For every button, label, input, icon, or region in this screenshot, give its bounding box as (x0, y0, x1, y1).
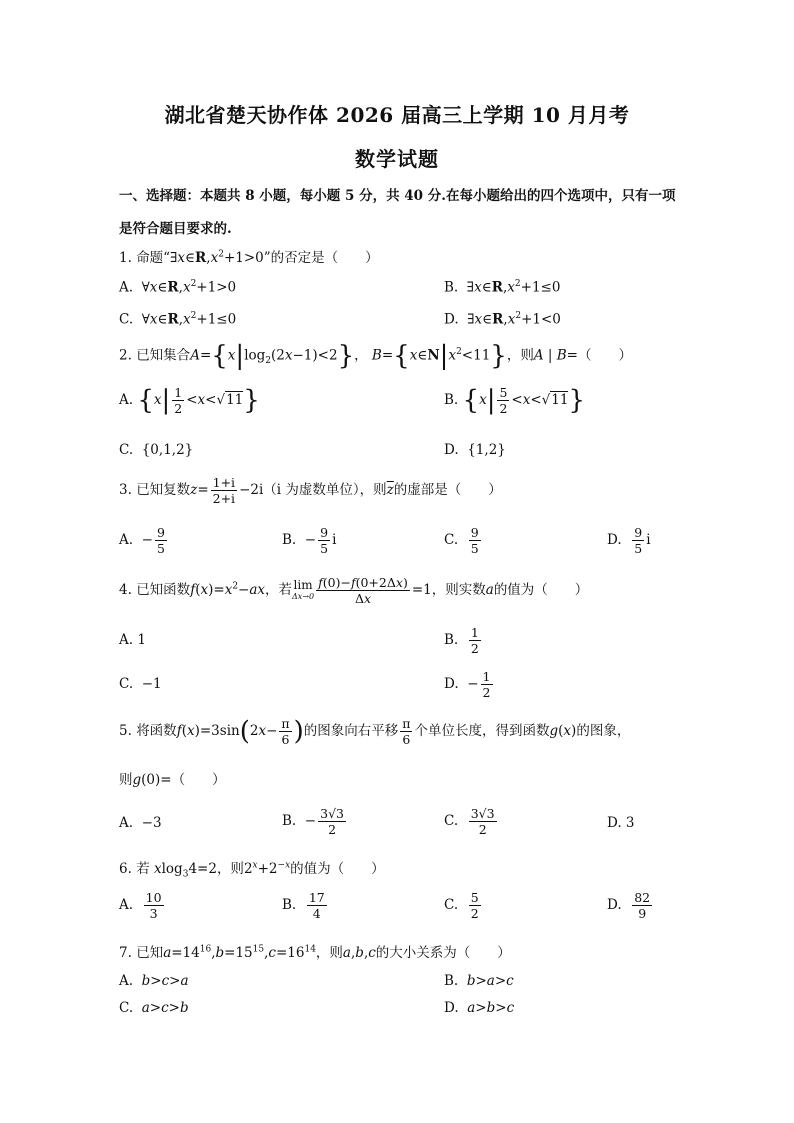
q1-option-c: C. $\forall x\in R,x^2+1\le 0$ (119, 311, 237, 328)
q7-option-a: A. b>c>a (119, 973, 189, 989)
question-4: 4. 已知函数$f(x)=x^2-ax$，若 lim Δx→0 $\frac{f(0)-f(0+2\Delta x)}{\Delta x}$ =1，则实数a的值为（ ） (119, 575, 589, 606)
question-3: 3. 已知复数z= $\frac{1+i}{2+i}$ −2i（i 为虚数单位），则$\overline{z}$的虚部是（ ） (119, 475, 502, 506)
q7-option-b: B. b>a>c (444, 973, 514, 989)
q4-option-d: D. − $\frac{1}{2}$ (444, 669, 491, 700)
q1-option-a: A. $\forall x\in R,x^2+1>0$ (119, 279, 237, 296)
q5-option-b: B. − $\frac{3√3}{2}$ (282, 806, 344, 837)
q7-option-c: C. a>c>b (119, 1000, 189, 1016)
question-5: 5. 将函数f(x)=3sin(2x− $\frac{\pi}{6}$ )的图象向右平移 $\frac{\pi}{6}$ 个单位长度，得到函数g(x)的图象， (119, 716, 631, 747)
q4-option-a: A. 1 (119, 632, 146, 648)
q1-option-d: D. $\exists x\in R,x^2+1<0$ (444, 311, 561, 328)
q5-option-c: C. $\frac{3√3}{2}$ (444, 806, 495, 837)
q3-option-a: A. − $\frac{9}{5}$ (119, 525, 165, 556)
q1-option-b: B. $\exists x\in R,x^2+1\le 0$ (444, 279, 561, 296)
q5-option-a: A. −3 (119, 815, 162, 831)
question-6: 6. 若 xlog$_3$4=2，则$2^x+2^{-x}$的值为（ ） (119, 860, 385, 880)
q4-option-c: C. −1 (119, 676, 162, 692)
question-5-line2: 则g(0)=（ ） (119, 772, 226, 788)
q3-option-d: D. $\frac{9}{5}$ i (607, 525, 651, 556)
section-heading-line2: 是符合题目要求的. (119, 221, 232, 237)
q2-option-a: A. {x| $\frac{1}{2}$ <x<√11} (119, 385, 260, 416)
q4-option-b: B. $\frac{1}{2}$ (444, 625, 479, 656)
q5-option-d: D. 3 (607, 815, 635, 831)
q2-option-c: C. {0,1,2} (119, 442, 194, 458)
question-1: 1. 命题“$\exists x\in R,x^2+1>0$”的否定是（ ） (119, 249, 379, 266)
q3-option-c: C. $\frac{9}{5}$ (444, 525, 479, 556)
q7-option-d: D. a>b>c (444, 1000, 515, 1016)
q2-option-b: B. {x| $\frac{5}{2}$ <x<√11} (444, 385, 585, 416)
question-2: 2. 已知集合$A=\{x|\log_2(2x-1)<2\}$， $B=\{x\in N|x^2<11\}$，则A | B=（ ） (119, 341, 632, 371)
q3-option-b: B. − $\frac{9}{5}$ i (282, 525, 337, 556)
q6-option-d: D. $\frac{82}{9}$ (607, 890, 651, 921)
q2-option-d: D. {1,2} (444, 442, 506, 458)
exam-subtitle: 数学试题 (355, 147, 439, 171)
q6-option-b: B. $\frac{17}{4}$ (282, 890, 325, 921)
question-7: 7. 已知$a=14^{16},b=15^{15},c=16^{14}$，则a,b,c的大小关系为（ ） (119, 944, 511, 961)
exam-title: 湖北省楚天协作体 2026 届高三上学期 10 月月考 (164, 103, 630, 127)
q6-option-a: A. $\frac{10}{3}$ (119, 890, 162, 921)
q6-option-c: C. $\frac{5}{2}$ (444, 890, 479, 921)
section-heading-line1: 一、选择题：本题共 8 小题，每小题 5 分，共 40 分.在每小题给出的四个选项中，只有一项 (119, 188, 676, 204)
